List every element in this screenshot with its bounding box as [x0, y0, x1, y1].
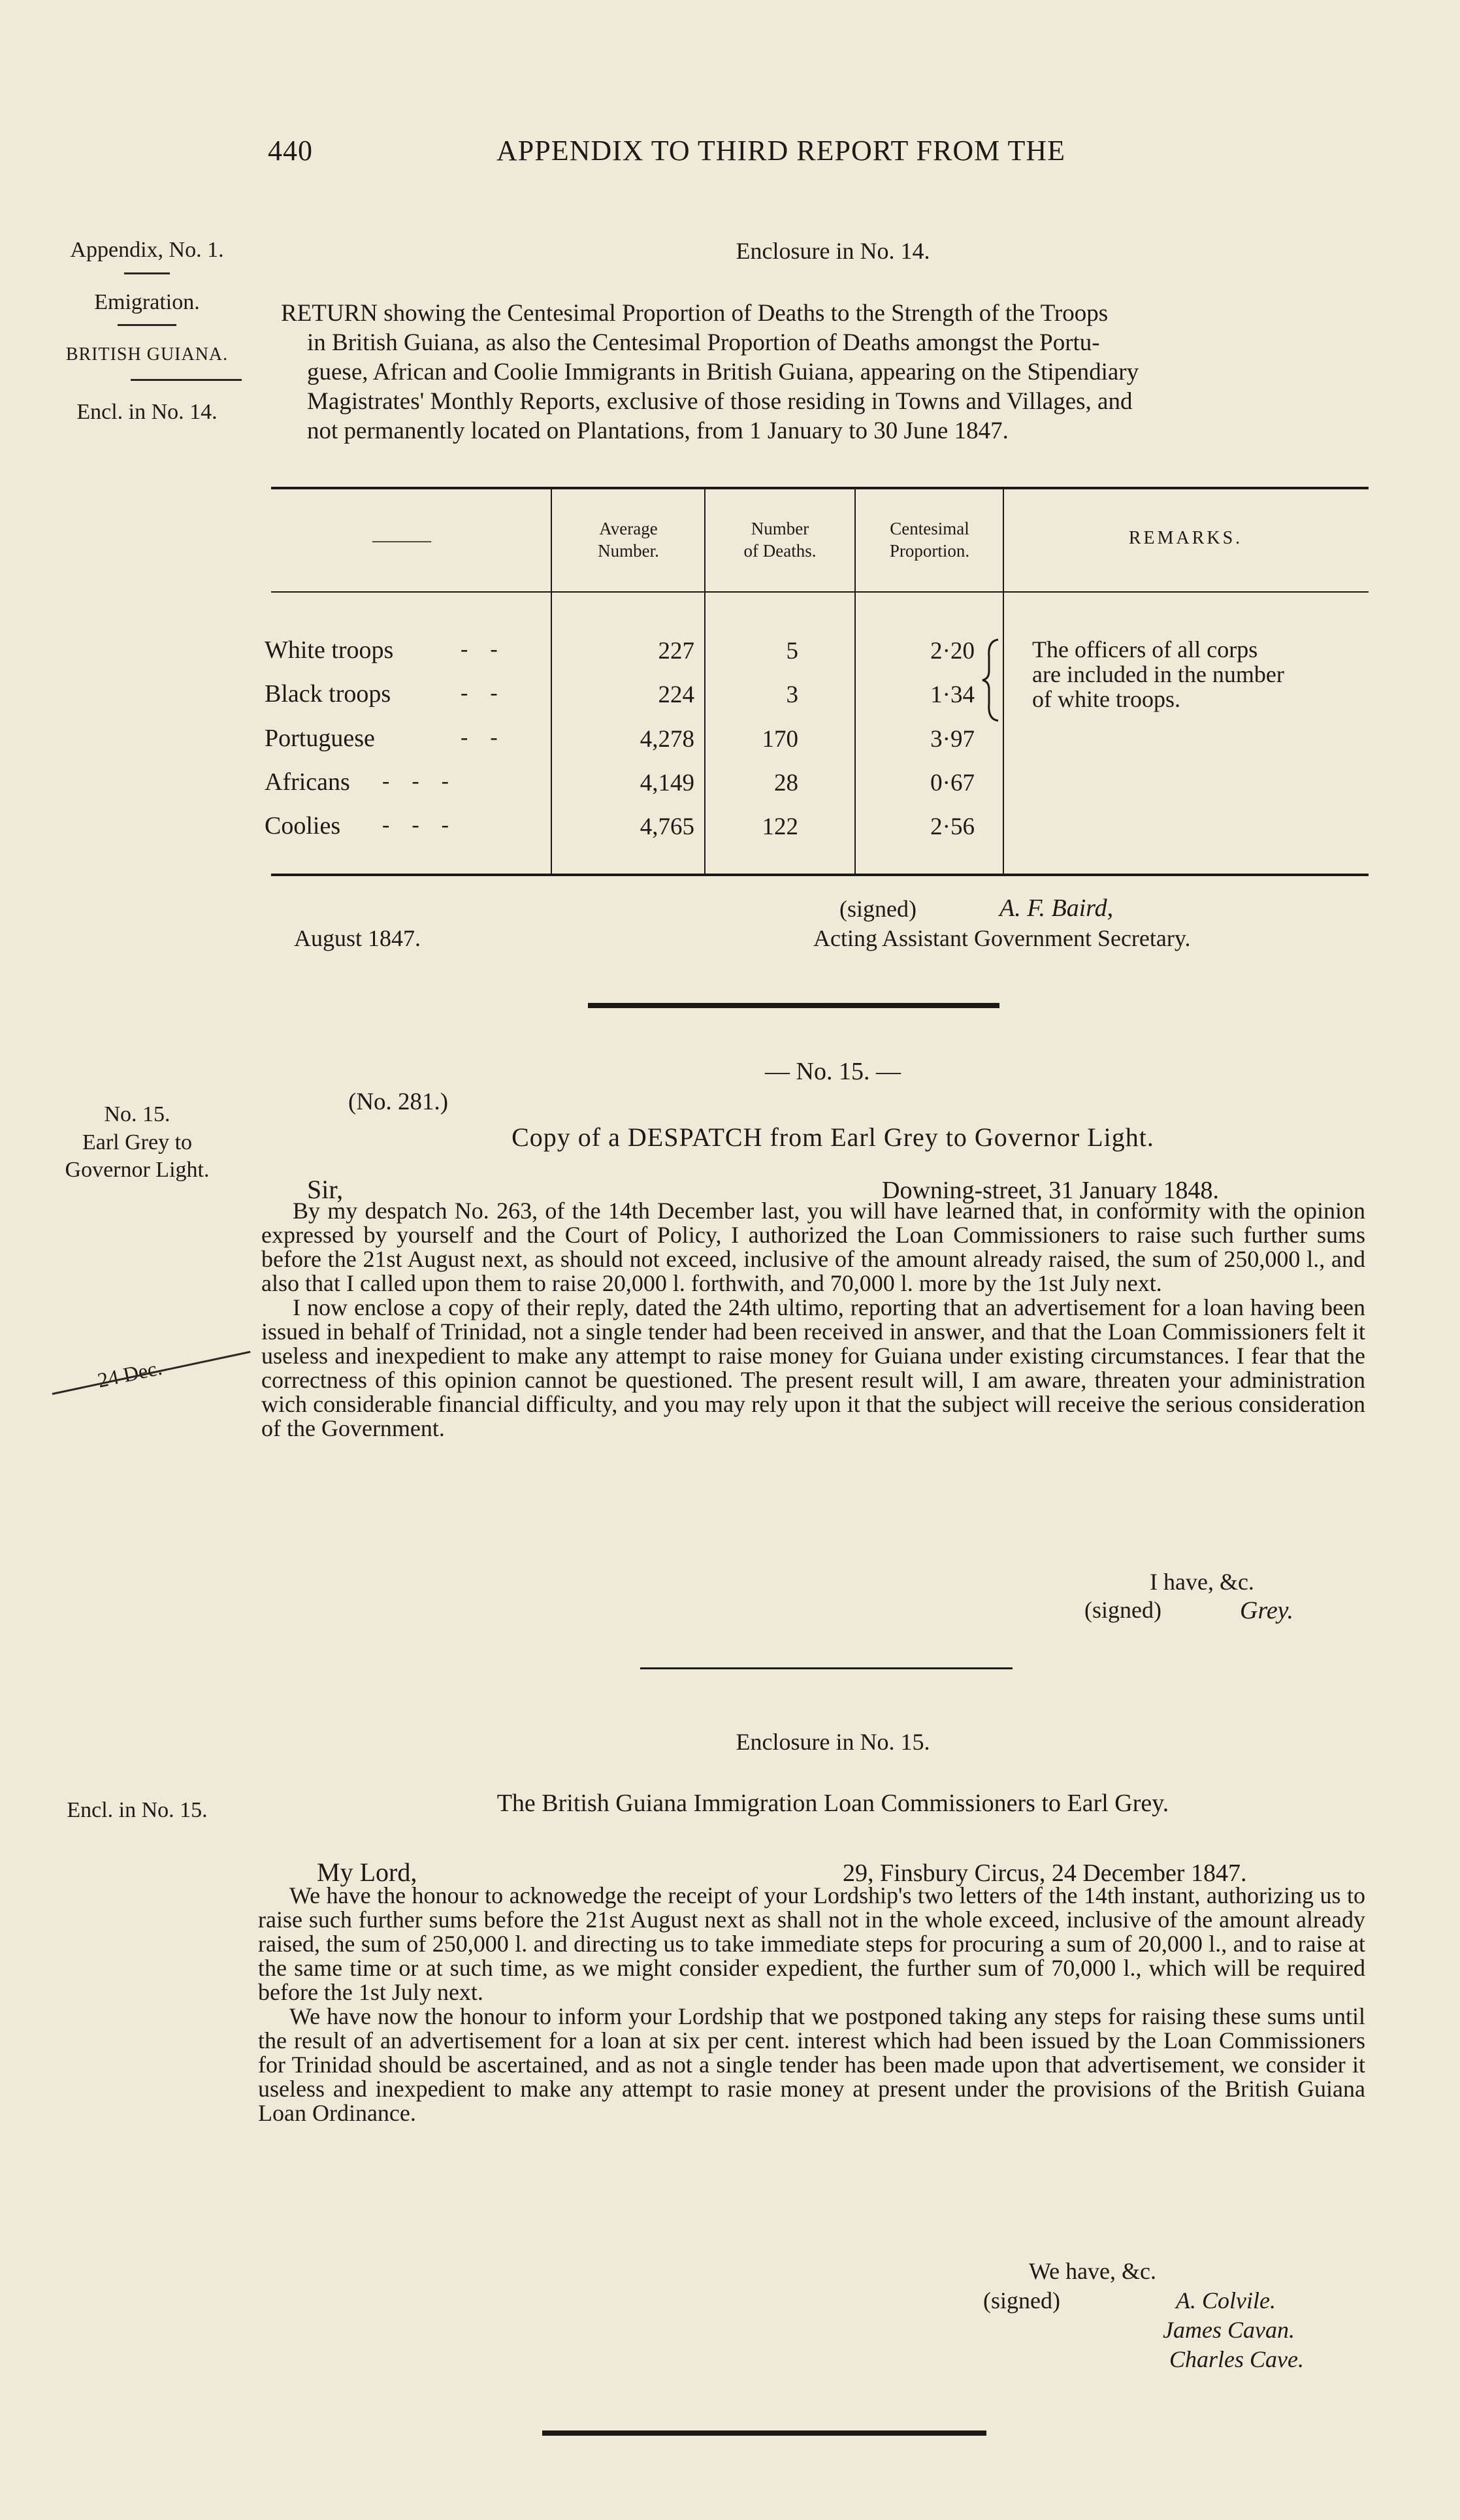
signer-title: Acting Assistant Government Secretary. [813, 925, 1191, 951]
margin-rule [124, 272, 170, 274]
signer-name: A. F. Baird, [999, 894, 1114, 922]
table-col-divider [854, 487, 856, 874]
enclosure-15-salutation: My Lord, [317, 1857, 417, 1887]
enclosure-15-signer: Charles Cave. [1169, 2346, 1304, 2372]
return-line: RETURN showing the Centesimal Proportion of Deaths to the Strength of the Troops [281, 300, 1109, 327]
table-header-average: Average Number. [598, 519, 659, 561]
table-header-blank: ——— [372, 529, 431, 551]
table-cell-proportion: 2·56 [930, 813, 975, 840]
margin-no-15: No. 15. [104, 1102, 170, 1126]
return-line: in British Guiana, as also the Centesimal Proportion of Deaths amongst the Portu- [307, 329, 1100, 356]
table-cell-average: 224 [658, 681, 694, 708]
table-row-label: Africans [265, 768, 350, 796]
enclosure-15-signer: A. Colvile. [1176, 2287, 1276, 2314]
table-col-divider [704, 487, 706, 874]
enclosure-15-title: The British Guiana Immigration Loan Commissioners to Earl Grey. [496, 1790, 1169, 1817]
table-col-divider [551, 487, 552, 874]
no15-salutation: Sir, [307, 1175, 344, 1204]
margin-dec-note: 24 Dec. [95, 1355, 164, 1392]
margin-no-15-line3: Governor Light. [65, 1158, 210, 1182]
margin-no-15-line2: Earl Grey to [82, 1130, 193, 1154]
table-cell-proportion: 1·34 [930, 681, 975, 708]
table-cell-average: 4,149 [640, 770, 694, 796]
enclosure-15-paragraph: We have now the honour to inform your Lordship that we postponed taking any steps for raising these sums until the result of an advertisement for a loan at six per cent. interest which had been issued by the Loan Commissioners for Trinidad should be ascertained, and as not a single tender has been made upon that advertisement, we consider it useless and inexpedient to make any attempt to rasie money at present under the provisions of the British Guiana Loan Ordinance. [258, 2003, 1365, 2126]
no15-signed: (signed) [1084, 1597, 1161, 1623]
margin-appendix: Appendix, No. 1. [70, 238, 224, 262]
enclosure-15-body [258, 1884, 1365, 2125]
table-cell-proportion: 0·67 [930, 770, 975, 796]
table-header-remarks: REMARKS. [1128, 528, 1243, 548]
table-cell-deaths: 3 [786, 681, 798, 708]
enclosure-14-heading: Enclosure in No. 14. [736, 238, 930, 264]
no15-title: Copy of a DESPATCH from Earl Grey to Governor Light. [511, 1122, 1154, 1152]
table-row-leader: - - [461, 637, 498, 661]
remark-line: of white troops. [1032, 686, 1180, 712]
running-title: APPENDIX TO THIRD REPORT FROM THE [496, 135, 1065, 167]
enclosure-15-signed: (signed) [983, 2287, 1060, 2314]
margin-british-guiana: BRITISH GUIANA. [65, 344, 229, 365]
table-header-rule [271, 591, 1369, 593]
table-cell-average: 4,278 [640, 726, 694, 753]
table-bottom-rule [271, 874, 1369, 876]
table-cell-deaths: 28 [774, 770, 798, 796]
section-divider [588, 1003, 999, 1008]
enclosure-15-heading: Enclosure in No. 15. [736, 1729, 930, 1755]
table-top-rule [271, 487, 1369, 489]
no15-number: (No. 281.) [348, 1088, 449, 1115]
table-row-leader: - - - [382, 769, 449, 793]
table-cell-average: 4,765 [640, 813, 694, 840]
table-row-label: White troops [265, 636, 394, 664]
page-number: 440 [268, 135, 313, 167]
table-row-label: Black troops [265, 680, 391, 708]
margin-emigration: Emigration. [94, 290, 200, 314]
return-description [281, 299, 1352, 446]
no15-place-date: Downing-street, 31 January 1848. [882, 1177, 1220, 1204]
table-header-proportion: Centesimal Proportion. [889, 519, 970, 561]
table-cell-average: 227 [658, 638, 694, 664]
remark-line: are included in the number [1032, 661, 1284, 687]
brace-icon [979, 637, 1005, 722]
table-header-deaths: Number of Deaths. [743, 519, 817, 561]
enclosure-15-place-date: 29, Finsbury Circus, 24 December 1847. [843, 1859, 1247, 1887]
no15-signer: Grey. [1240, 1597, 1293, 1624]
return-line: not permanently located on Plantations, from 1 January to 30 June 1847. [307, 417, 1009, 444]
section-divider [640, 1667, 1013, 1669]
table-row-leader: - - [461, 725, 498, 749]
margin-rule [118, 324, 176, 326]
no15-paragraph: By my despatch No. 263, of the 14th December last, you will have learned that, in conformity with the opinion expressed by yourself and the Court of Policy, I authorized the Loan Commissioners to raise such further sums before the 21st August next, as should not exceed, inclusive of the amount already raised, the sum of 250,000 l., and also that I called upon them to raise 20,000 l. forthwith, and 70,000 l. more by the 1st July next. [261, 1198, 1365, 1296]
margin-encl-14: Encl. in No. 14. [76, 400, 218, 424]
no15-paragraph: I now enclose a copy of their reply, dated the 24th ultimo, reporting that an advertisement for a loan having been issued in behalf of Trinidad, not a single tender had been received in answer, and that the Loan Commissioners felt it useless and inexpedient to make any attempt to raise money for Guiana under existing circumstances. I fear that the correctness of this opinion cannot be questioned. The present result will, I am aware, threaten your administration wich considerable financial difficulty, and you may rely upon it that the subject will receive the serious consideration of the Government. [261, 1294, 1365, 1441]
enclosure-14-date: August 1847. [294, 925, 421, 951]
table-cell-deaths: 170 [762, 726, 798, 753]
signed-label: (signed) [839, 896, 917, 922]
no15-body [261, 1199, 1365, 1441]
return-line: guese, African and Coolie Immigrants in British Guiana, appearing on the Stipendiary [307, 359, 1139, 385]
table-cell-deaths: 122 [762, 813, 798, 840]
enclosure-15-paragraph: We have the honour to acknowedge the receipt of your Lordship's two letters of the 14th instant, authorizing us to raise such further sums before the 21st August next as shall not in the whole exceed, inclusive of the amount already raised, the sum of 250,000 l. and directing us to take immediate steps for procuring a sum of 20,000 l., and to raise at the same time or at such time, as we might consider expedient, the further sum of 70,000 l., which will be required before the 1st July next. [258, 1882, 1365, 2005]
enclosure-15-closing: We have, &c. [1029, 2258, 1157, 2284]
table-row-leader: - - - [382, 813, 449, 837]
table-row-label: Coolies [265, 812, 341, 840]
table-cell-proportion: 3·97 [930, 726, 975, 753]
no15-section-heading: — No. 15. — [765, 1058, 901, 1085]
table-row-label: Portuguese [265, 725, 375, 752]
section-divider [542, 2430, 986, 2436]
return-line: Magistrates' Monthly Reports, exclusive of those residing in Towns and Villages, and [307, 388, 1133, 415]
remark-line: The officers of all corps [1032, 636, 1258, 663]
no15-closing: I have, &c. [1150, 1569, 1254, 1595]
table-cell-deaths: 5 [786, 638, 798, 664]
table-cell-proportion: 2·20 [930, 638, 975, 664]
margin-encl-15: Encl. in No. 15. [67, 1798, 208, 1822]
enclosure-15-signer: James Cavan. [1163, 2317, 1295, 2343]
table-remarks [1032, 637, 1365, 712]
table-row-leader: - - [461, 681, 498, 705]
margin-rule [131, 379, 242, 381]
